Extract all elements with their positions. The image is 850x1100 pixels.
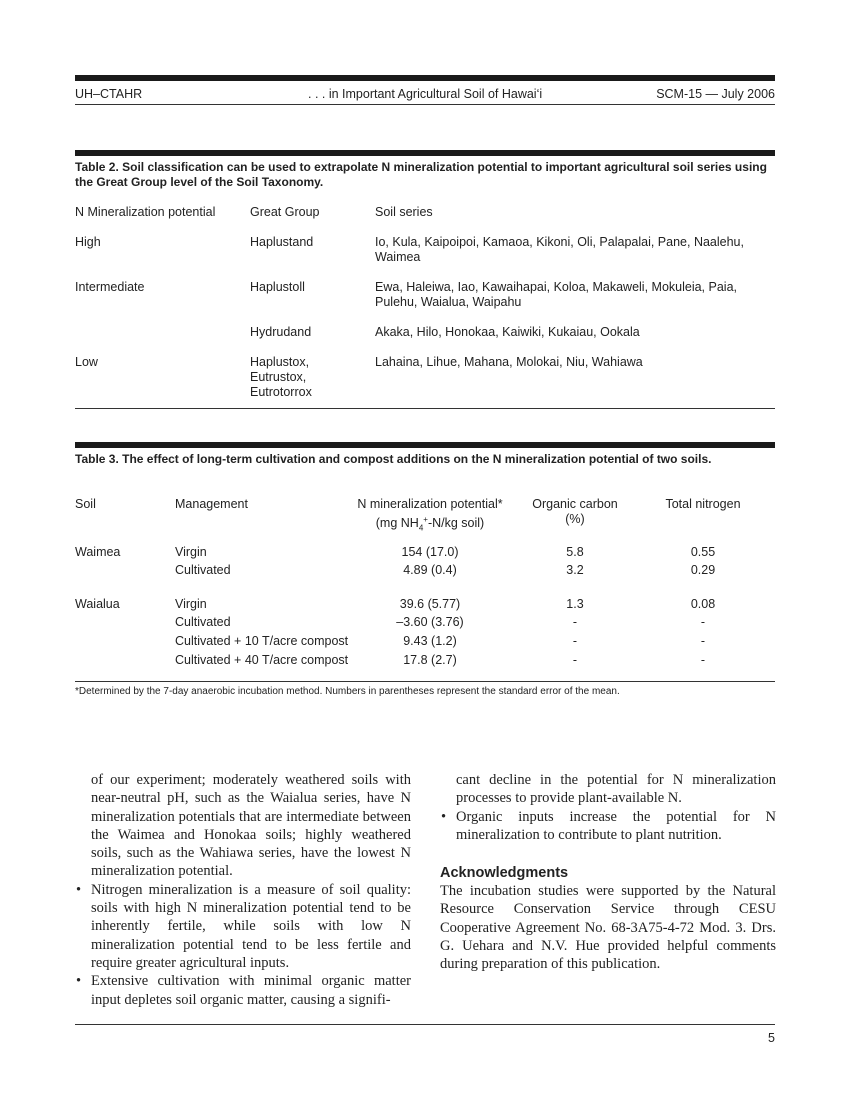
- footer-rule: [75, 1024, 775, 1025]
- unit-superscript: +: [423, 515, 428, 524]
- table3-footnote: *Determined by the 7-day anaerobic incubation method. Numbers in parentheses represent the standard error of the mean.: [75, 686, 620, 697]
- page-number: 5: [768, 1031, 775, 1045]
- table2-cell-potential: Low: [75, 355, 98, 369]
- bullet-item: • Extensive cultivation with minimal organic matter input depletes soil organic matter, causing a signifi-: [75, 972, 411, 1009]
- bullet-item: • Organic inputs increase the potential for N mineralization to contribute to plant nutrition.: [440, 808, 776, 845]
- body-paragraph: of our experiment; moderately weathered soils with near-neutral pH, such as the Waialua series, have N mineralization potentials that are intermediate between the Waimea and Honokaa soils; highly weathered soils, such as the Wahiawa series, have the lowest N mineralization potential.: [91, 772, 411, 880]
- table3-cell-oc: -: [572, 634, 578, 648]
- running-header: [75, 87, 775, 103]
- table2-cell-potential: Intermediate: [75, 280, 145, 294]
- table3-cell-nmin: 154 (17.0): [401, 545, 459, 559]
- table3-cell-nmin: –3.60 (3.76): [396, 615, 464, 629]
- table3-cell-management: Cultivated + 40 T/acre compost: [175, 653, 349, 667]
- table3-cell-tn: -: [700, 653, 706, 667]
- table2-header-group: Great Group: [250, 205, 320, 219]
- table3-top-bar: [75, 442, 775, 448]
- table3-cell-nmin: 4.89 (0.4): [403, 563, 457, 577]
- table2-header-series: Soil series: [375, 205, 433, 219]
- table3-header-nmin: [345, 497, 515, 536]
- table3-cell-management: Cultivated + 10 T/acre compost: [175, 634, 349, 648]
- table3-header-tn: Total nitrogen: [665, 497, 741, 511]
- table3-bottom-rule: [75, 681, 775, 682]
- unit-post: -N/kg soil): [427, 516, 485, 531]
- table3-cell-management: Cultivated: [175, 615, 231, 629]
- table3-cell-tn: -: [700, 615, 706, 629]
- table2-caption: Table 2. Soil classification can be used to extrapolate N mineralization potential to important agricultural soil series using the Great Group level of the Soil Taxonomy.: [75, 160, 767, 189]
- table2-cell-group: Haplustoll: [250, 280, 305, 294]
- table3-header-soil: Soil: [75, 497, 96, 511]
- table2-top-bar: [75, 150, 775, 156]
- table3-cell-nmin: 9.43 (1.2): [403, 634, 457, 648]
- table2-cell-group: Haplustox, Eutrustox, Eutrotorrox: [250, 355, 312, 399]
- header-left: UH–CTAHR: [75, 87, 143, 101]
- table3-header-oc: [515, 497, 635, 527]
- table2-cell-group: Hydrudand: [250, 325, 312, 339]
- table2-cell-series: Akaka, Hilo, Honokaa, Kaiwiki, Kukaiau, Ookala: [375, 325, 640, 339]
- bullet-item: • Nitrogen mineralization is a measure of soil quality: soils with high N mineralization potential tend to be inherently fertile, while soils with low N mineralization potential tend to be less fertile and require greater agricultural inputs.: [75, 881, 411, 972]
- table3-header-oc-unit: (%): [565, 512, 585, 526]
- table3-cell-management: Virgin: [175, 545, 207, 559]
- acknowledgments-heading: Acknowledgments: [440, 865, 569, 882]
- table2-cell-group: Haplustand: [250, 235, 314, 249]
- table3-header-management: Management: [175, 497, 248, 511]
- table3-cell-oc: 1.3: [566, 597, 584, 611]
- acknowledgments-text: The incubation studies were supported by the Natural Resource Conservation Service through CESU Cooperative Agreement No. 68-3A75-4-72 Mod. 3. Drs. G. Uehara and N.V. Hue provided helpful comments during preparation of this publication.: [440, 883, 776, 973]
- header-right: SCM-15 — July 2006: [656, 87, 775, 101]
- table3-cell-management: Cultivated: [175, 563, 231, 577]
- header-center: . . . in Important Agricultural Soil of Hawai‘i: [308, 87, 543, 101]
- table3-cell-oc: 3.2: [566, 563, 584, 577]
- table2-cell-series: Ewa, Haleiwa, Iao, Kawaihapai, Koloa, Makaweli, Mokuleia, Paia, Pulehu, Waialua, Waipahu: [375, 280, 737, 309]
- table2-cell-series: Lahaina, Lihue, Mahana, Molokai, Niu, Wahiawa: [375, 355, 643, 369]
- header-top-bar: [75, 75, 775, 81]
- table3-caption: Table 3. The effect of long-term cultivation and compost additions on the N mineralization potential of two soils.: [75, 452, 712, 466]
- table3-header-oc-line1: Organic carbon: [532, 497, 618, 511]
- table3-header-nmin-line1: N mineralization potential*: [357, 497, 503, 511]
- table3-cell-oc: -: [572, 653, 578, 667]
- table3-cell-nmin: 17.8 (2.7): [403, 653, 457, 667]
- table3-cell-soil: Waimea: [75, 545, 121, 559]
- body-left-column: [75, 771, 411, 1009]
- table2-cell-potential: High: [75, 235, 101, 249]
- table3-cell-oc: 5.8: [566, 545, 584, 559]
- table3-cell-soil: Waialua: [75, 597, 120, 611]
- table3-cell-tn: 0.08: [690, 597, 716, 611]
- unit-pre: (mg NH: [375, 516, 419, 531]
- unit-subscript: 4: [418, 523, 424, 533]
- table2-cell-series: Io, Kula, Kaipoipoi, Kamaoa, Kikoni, Oli, Palapalai, Pane, Naalehu, Waimea: [375, 235, 744, 264]
- table3-cell-tn: -: [700, 634, 706, 648]
- table3-header-nmin-unit: [345, 512, 515, 536]
- table3-cell-management: Virgin: [175, 597, 207, 611]
- header-bottom-rule: [75, 104, 775, 105]
- table2-bottom-rule: [75, 408, 775, 409]
- table3-cell-nmin: 39.6 (5.77): [399, 597, 461, 611]
- table3-cell-tn: 0.29: [690, 563, 716, 577]
- table3-cell-oc: -: [572, 615, 578, 629]
- body-right-column: [440, 771, 776, 974]
- body-paragraph: cant decline in the potential for N mineralization processes to provide plant-available N.: [456, 772, 776, 807]
- table3-cell-tn: 0.55: [690, 545, 716, 559]
- table2-header-potential: N Mineralization potential: [75, 205, 216, 219]
